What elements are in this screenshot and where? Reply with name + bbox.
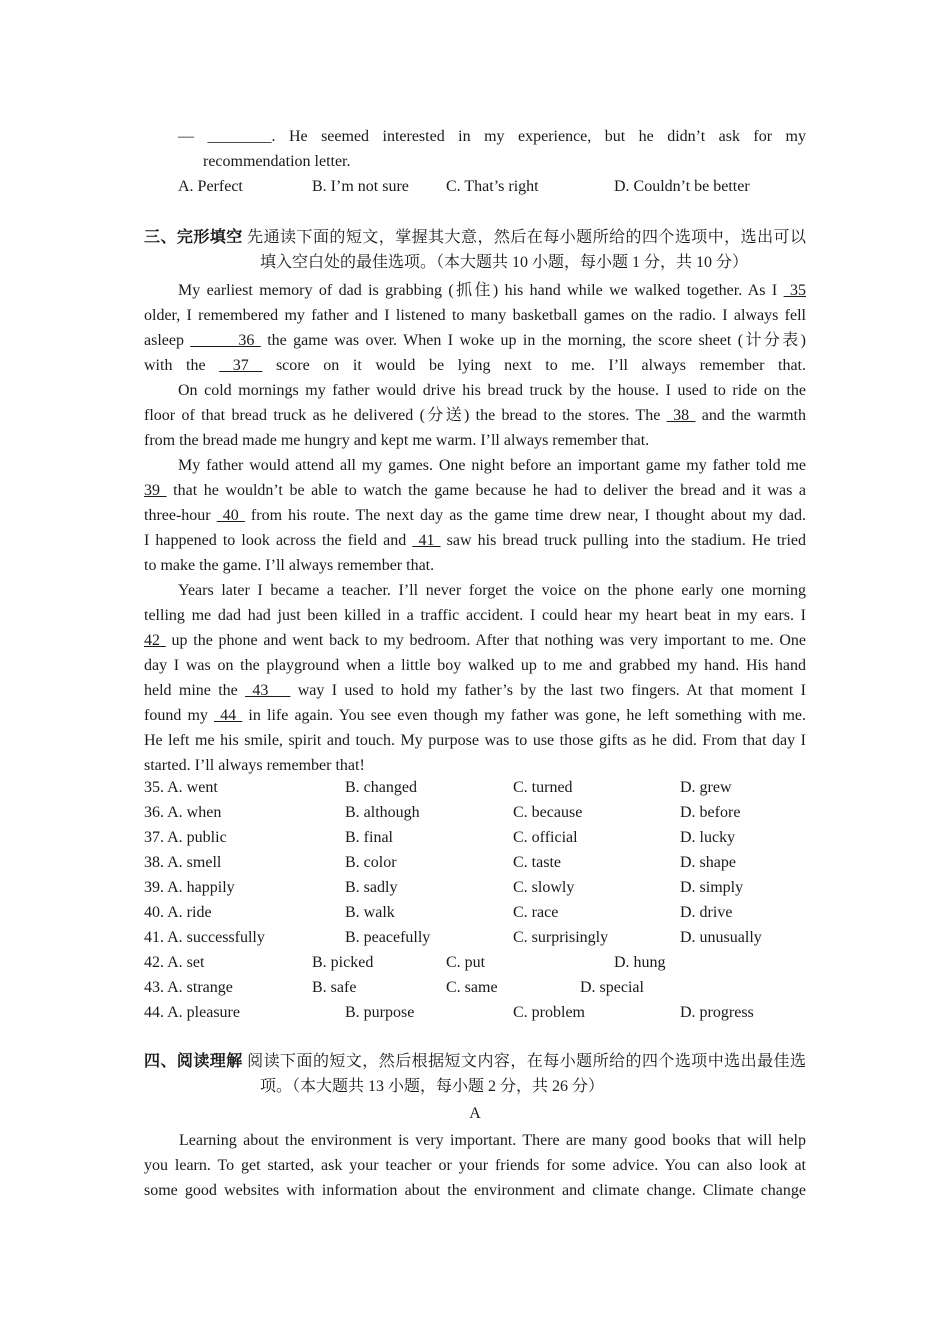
- cloze-blank: 37: [219, 357, 263, 374]
- section4-instruction-1: 阅读下面的短文，然后根据短文内容，在每小题所给的四个选项中选出最佳选: [247, 1053, 806, 1070]
- cloze-line: [144, 453, 806, 478]
- question-option-b: B. peacefully: [345, 929, 431, 946]
- question-option-c: C. problem: [513, 1004, 585, 1021]
- question-number-option-a: 40. A. ride: [144, 904, 212, 921]
- cloze-line: [144, 353, 806, 378]
- cloze-line: [144, 678, 806, 703]
- question-option-d: D. hung: [614, 954, 666, 971]
- question-row: [144, 975, 806, 1000]
- question-option-d: D. lucky: [680, 829, 736, 846]
- cloze-text: score on it would be lying next to me. I’ll always remember that.: [262, 357, 807, 374]
- cloze-blank: 44: [214, 707, 243, 724]
- cloze-line: [144, 578, 806, 603]
- section4-part-label: A: [469, 1105, 481, 1122]
- cloze-text: with the: [144, 357, 220, 374]
- question-option-b: B. picked: [312, 954, 374, 971]
- cloze-text: from the bread made me hungry and kept me warm. I’ll always remember that.: [144, 432, 650, 449]
- cloze-text: held mine the: [144, 682, 246, 699]
- question-option-b: B. purpose: [345, 1004, 415, 1021]
- cloze-text: three-hour: [144, 507, 217, 524]
- question-option-d: D. unusually: [680, 929, 762, 946]
- reading-line: Learning about the environment is very important. There are many good books that will help: [179, 1132, 806, 1149]
- question-number-option-a: 39. A. happily: [144, 879, 235, 896]
- top-option-d: D. Couldn’t be better: [614, 178, 750, 195]
- cloze-blank: 42: [144, 632, 166, 649]
- question-option-c: C. turned: [513, 779, 573, 796]
- cloze-line: [144, 403, 806, 428]
- section3-title: 三、完形填空: [144, 229, 243, 246]
- reading-line: some good websites with information about the environment and climate change. Climate change: [144, 1182, 806, 1199]
- question-number-option-a: 41. A. successfully: [144, 929, 265, 946]
- cloze-line: [144, 653, 806, 678]
- cloze-line: [144, 378, 806, 403]
- cloze-text: He left me his smile, spirit and touch. My purpose was to use those gifts as he did. From that day I: [144, 732, 806, 749]
- question-option-c: C. because: [513, 804, 583, 821]
- top-option-b: B. I’m not sure: [312, 178, 409, 195]
- top-option-c: C. That’s right: [446, 178, 539, 195]
- cloze-line: [144, 603, 806, 628]
- question-option-b: B. although: [345, 804, 420, 821]
- cloze-text: the game was over. When I woke up in the morning, the score sheet (计分表): [260, 332, 807, 349]
- question-number-option-a: 44. A. pleasure: [144, 1004, 240, 1021]
- cloze-text: way I used to hold my father’s by the last two fingers. At that moment I: [290, 682, 807, 699]
- cloze-text: telling me dad had just been killed in a traffic accident. I could hear my heart beat in my ears. I: [144, 607, 806, 624]
- cloze-line: [144, 628, 806, 653]
- section4-heading: [144, 1049, 806, 1126]
- top-question-line1: — ________. He seemed interested in my experience, but he didn’t ask for my: [178, 128, 806, 145]
- cloze-line: [144, 528, 806, 553]
- question-row: [144, 800, 806, 825]
- question-option-d: D. before: [680, 804, 741, 821]
- question-option-b: B. sadly: [345, 879, 398, 896]
- cloze-blank: 35: [783, 282, 806, 299]
- cloze-blank: 38: [666, 407, 696, 424]
- question-row: [144, 775, 806, 800]
- cloze-blank: ______36: [190, 332, 261, 349]
- question-option-c: C. put: [446, 954, 486, 971]
- question-option-d: D. drive: [680, 904, 733, 921]
- cloze-blank: 39: [144, 482, 167, 499]
- cloze-blank: 40: [216, 507, 245, 524]
- cloze-line: [144, 428, 806, 453]
- question-row: [144, 850, 806, 875]
- question-number-option-a: 37. A. public: [144, 829, 227, 846]
- question-number-option-a: 42. A. set: [144, 954, 205, 971]
- cloze-blank: 43: [245, 682, 291, 699]
- question-number-option-a: 38. A. smell: [144, 854, 222, 871]
- cloze-text: day I was on the playground when a little boy walked up to me and grabbed my hand. His hand: [144, 657, 806, 674]
- reading-line: you learn. To get started, ask your teacher or your friends for some advice. You can also look at: [144, 1157, 806, 1174]
- question-row: [144, 875, 806, 900]
- question-option-c: C. official: [513, 829, 578, 846]
- question-option-d: D. grew: [680, 779, 732, 796]
- question-number-option-a: 35. A. went: [144, 779, 218, 796]
- section4-title: 四、阅读理解: [144, 1053, 243, 1070]
- cloze-line: [144, 278, 806, 303]
- question-option-b: B. changed: [345, 779, 417, 796]
- cloze-line: [144, 703, 806, 728]
- question-option-d: D. progress: [680, 1004, 754, 1021]
- cloze-text: to make the game. I’ll always remember that.: [144, 557, 435, 574]
- question-option-c: C. same: [446, 979, 498, 996]
- section4-instruction-2: 项。（本大题共 13 小题，每小题 2 分，共 26 分）: [260, 1078, 605, 1095]
- section4-instr-line1: [144, 1049, 806, 1074]
- cloze-line: [144, 553, 806, 578]
- cloze-text: older, I remembered my father and I listened to many basketball games on the radio. I always fell: [144, 307, 806, 324]
- cloze-text: asleep: [144, 332, 191, 349]
- cloze-text: found my: [144, 707, 215, 724]
- question-option-c: C. surprisingly: [513, 929, 609, 946]
- cloze-text: floor of that bread truck as he delivered (分送) the bread to the stores. The: [144, 407, 667, 424]
- top-question-line2: recommendation letter.: [203, 153, 351, 170]
- cloze-text: in life again. You see even though my father was gone, he left something with me.: [242, 707, 806, 724]
- cloze-text: I happened to look across the field and: [144, 532, 413, 549]
- question-option-b: B. final: [345, 829, 393, 846]
- cloze-text: saw his bread truck pulling into the stadium. He tried: [440, 532, 807, 549]
- section3-instruction-1: 先通读下面的短文，掌握其大意，然后在每小题所给的四个选项中，选出可以: [247, 229, 806, 246]
- cloze-text: My earliest memory of dad is grabbing (抓住) his hand while we walked together. As I: [178, 282, 784, 299]
- top-option-a: A. Perfect: [178, 178, 243, 195]
- question-option-d: D. shape: [680, 854, 736, 871]
- cloze-passage: [144, 278, 806, 778]
- cloze-text: and the warmth: [695, 407, 806, 424]
- cloze-line: [144, 303, 806, 328]
- question-option-b: B. safe: [312, 979, 357, 996]
- question-option-d: D. simply: [680, 879, 744, 896]
- cloze-line: [144, 728, 806, 753]
- cloze-questions: [144, 775, 806, 1025]
- cloze-blank: 41: [412, 532, 441, 549]
- cloze-text: My father would attend all my games. One night before an important game my father told me: [178, 457, 806, 474]
- question-option-b: B. walk: [345, 904, 395, 921]
- section3-heading: [144, 225, 806, 275]
- top-question-options: [144, 174, 806, 199]
- question-option-b: B. color: [345, 854, 397, 871]
- cloze-line: [144, 503, 806, 528]
- cloze-text: On cold mornings my father would drive his bread truck by the house. I used to ride on the: [178, 382, 806, 399]
- question-row: [144, 950, 806, 975]
- cloze-text: Years later I became a teacher. I’ll never forget the voice on the phone early one morning: [178, 582, 806, 599]
- reading-passage-a: [144, 1128, 806, 1203]
- question-row: [144, 1000, 806, 1025]
- section3-instr-line1: [144, 225, 806, 250]
- question-number-option-a: 36. A. when: [144, 804, 222, 821]
- cloze-text: up the phone and went back to my bedroom. After that nothing was very important to me. One: [165, 632, 806, 649]
- question-option-c: C. taste: [513, 854, 561, 871]
- question-number-option-a: 43. A. strange: [144, 979, 233, 996]
- question-row: [144, 900, 806, 925]
- question-option-c: C. slowly: [513, 879, 575, 896]
- top-question: [144, 124, 806, 199]
- section3-instruction-2: 填入空白处的最佳选项。（本大题共 10 小题，每小题 1 分，共 10 分）: [260, 254, 749, 271]
- cloze-text: that he wouldn’t be able to watch the game because he had to deliver the bread and it was a: [166, 482, 806, 499]
- cloze-line: [144, 478, 806, 503]
- question-row: [144, 825, 806, 850]
- cloze-text: started. I’ll always remember that!: [144, 757, 365, 774]
- question-option-d: D. special: [580, 979, 644, 996]
- question-row: [144, 925, 806, 950]
- cloze-text: from his route. The next day as the game time drew near, I thought about my dad.: [244, 507, 807, 524]
- question-option-c: C. race: [513, 904, 559, 921]
- cloze-line: [144, 328, 806, 353]
